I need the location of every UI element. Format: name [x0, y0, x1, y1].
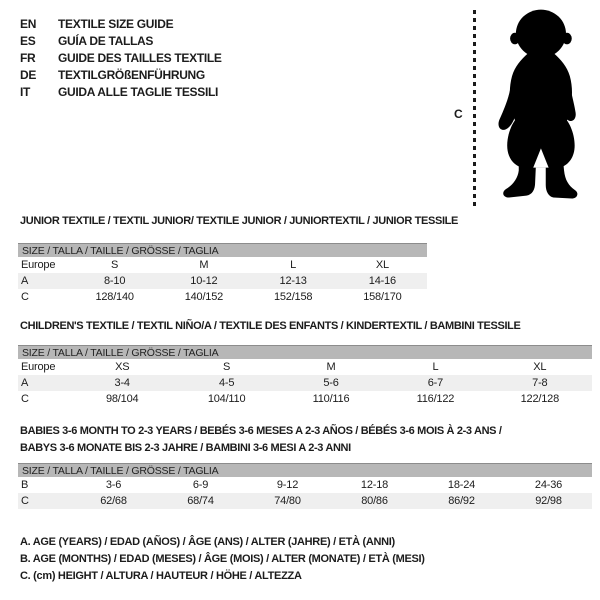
language-code: ES [20, 33, 36, 48]
row-label: A [21, 377, 29, 389]
table-row-europe [18, 359, 592, 375]
age-cell: 10-12 [190, 275, 218, 287]
size-cell: L [290, 259, 297, 271]
size-header-bar: SIZE / TALLA / TAILLE / GRÖSSE / TAGLIA [18, 345, 592, 359]
age-cell: 3-6 [105, 479, 122, 491]
height-cell: 110/116 [312, 393, 350, 405]
height-cell: 116/122 [416, 393, 455, 405]
table-title: JUNIOR TEXTILE / TEXTIL JUNIOR/ TEXTILE JUNIOR / JUNIORTEXTIL / JUNIOR TESSILE [20, 215, 459, 227]
size-cell: XL [375, 259, 389, 271]
toddler-silhouette-icon [486, 5, 592, 206]
language-code: DE [20, 67, 37, 82]
table-row-height [18, 493, 592, 509]
height-cell: 68/74 [187, 495, 214, 507]
height-cell: 62/68 [100, 495, 127, 507]
size-cell: S [223, 361, 231, 373]
age-cell: 5-6 [323, 377, 339, 389]
height-cell: 122/128 [520, 393, 560, 405]
language-title: TEXTILE SIZE GUIDE [58, 16, 174, 31]
row-label: C [21, 495, 29, 507]
table-row-age [18, 273, 427, 289]
height-dashed-line [473, 10, 476, 206]
height-cell: 140/152 [184, 291, 224, 303]
row-label: Europe [21, 259, 56, 271]
language-title: TEXTILGRÖßENFÜHRUNG [58, 67, 205, 82]
age-cell: 6-9 [192, 479, 209, 491]
age-cell: 24-36 [534, 479, 563, 491]
size-cell: M [199, 259, 209, 271]
height-cell: 86/92 [448, 495, 475, 507]
language-row-es [20, 32, 222, 49]
size-cell: XS [115, 361, 130, 373]
table-title-line1: BABIES 3-6 MONTH TO 2-3 YEARS / BEBÉS 3-6 MESES A 2-3 AÑOS / BÉBÉS 3-6 MOIS À 2-3 ANS / [20, 425, 502, 437]
row-label: Europe [21, 361, 56, 373]
table-row-height [18, 391, 592, 407]
size-cell: M [326, 361, 336, 373]
language-title: GUIDA ALLE TAGLIE TESSILI [58, 84, 219, 99]
language-row-fr [20, 49, 222, 66]
row-label: C [21, 291, 29, 303]
footnote-age-months: B. AGE (MONTHS) / EDAD (MESES) / ÂGE (MOIS) / ALTER (MONATE) / ETÀ (MESI) [20, 553, 425, 565]
height-cell: 128/140 [95, 291, 134, 303]
footnote-age-years: A. AGE (YEARS) / EDAD (AÑOS) / ÂGE (ANS) / ALTER (JAHRE) / ETÀ (ANNI) [20, 536, 395, 548]
language-guide [20, 15, 222, 100]
age-cell: 14-16 [368, 275, 396, 287]
age-cell: 8-10 [104, 275, 126, 287]
table-row-age-months [18, 477, 592, 493]
table-row-age [18, 375, 592, 391]
size-header-bar: SIZE / TALLA / TAILLE / GRÖSSE / TAGLIA [18, 463, 592, 477]
row-label: C [21, 393, 29, 405]
language-row-it [20, 83, 222, 100]
language-title: GUIDE DES TAILLES TEXTILE [58, 50, 222, 65]
size-cell: XL [533, 361, 547, 373]
size-header-bar: SIZE / TALLA / TAILLE / GRÖSSE / TAGLIA [18, 243, 427, 257]
row-label: A [21, 275, 29, 287]
language-code: IT [20, 84, 31, 99]
language-code: FR [20, 50, 36, 65]
language-row-en [20, 15, 222, 32]
size-cell: L [432, 361, 439, 373]
age-cell: 6-7 [427, 377, 444, 389]
legend-footnotes [20, 536, 425, 587]
age-cell: 3-4 [114, 377, 130, 389]
age-cell: 18-24 [447, 479, 476, 491]
age-cell: 4-5 [218, 377, 235, 389]
junior-textile-table [18, 215, 459, 307]
height-measure-label: C [454, 107, 463, 121]
size-cell: S [111, 259, 119, 271]
height-cell: 74/80 [274, 495, 301, 507]
height-cell: 92/98 [535, 495, 562, 507]
age-cell: 12-18 [360, 479, 389, 491]
age-cell: 12-13 [279, 275, 307, 287]
age-cell: 9-12 [276, 479, 299, 491]
height-cell: 80/86 [361, 495, 388, 507]
table-title: CHILDREN'S TEXTILE / TEXTIL NIÑO/A / TEXTILE DES ENFANTS / KINDERTEXTIL / BAMBINI TESSILE [20, 320, 521, 332]
footnote-height: C. (cm) HEIGHT / ALTURA / HAUTEUR / HÖHE / ALTEZZA [20, 570, 302, 582]
babies-textile-table [18, 425, 592, 511]
height-cell: 104/110 [207, 393, 246, 405]
language-title: GUÍA DE TALLAS [58, 33, 154, 48]
height-cell: 158/170 [363, 291, 402, 303]
language-row-de [20, 66, 222, 83]
childrens-textile-table [18, 320, 592, 408]
row-label: B [21, 479, 29, 491]
age-cell: 7-8 [532, 377, 548, 389]
height-cell: 152/158 [273, 291, 313, 303]
table-row-height [18, 289, 427, 305]
table-row-europe [18, 257, 427, 273]
language-code: EN [20, 16, 37, 31]
table-title-line2: BABYS 3-6 MONATE BIS 2-3 JAHRE / BAMBINI 3-6 MESI A 2-3 ANNI [20, 442, 351, 454]
height-cell: 98/104 [105, 393, 139, 405]
